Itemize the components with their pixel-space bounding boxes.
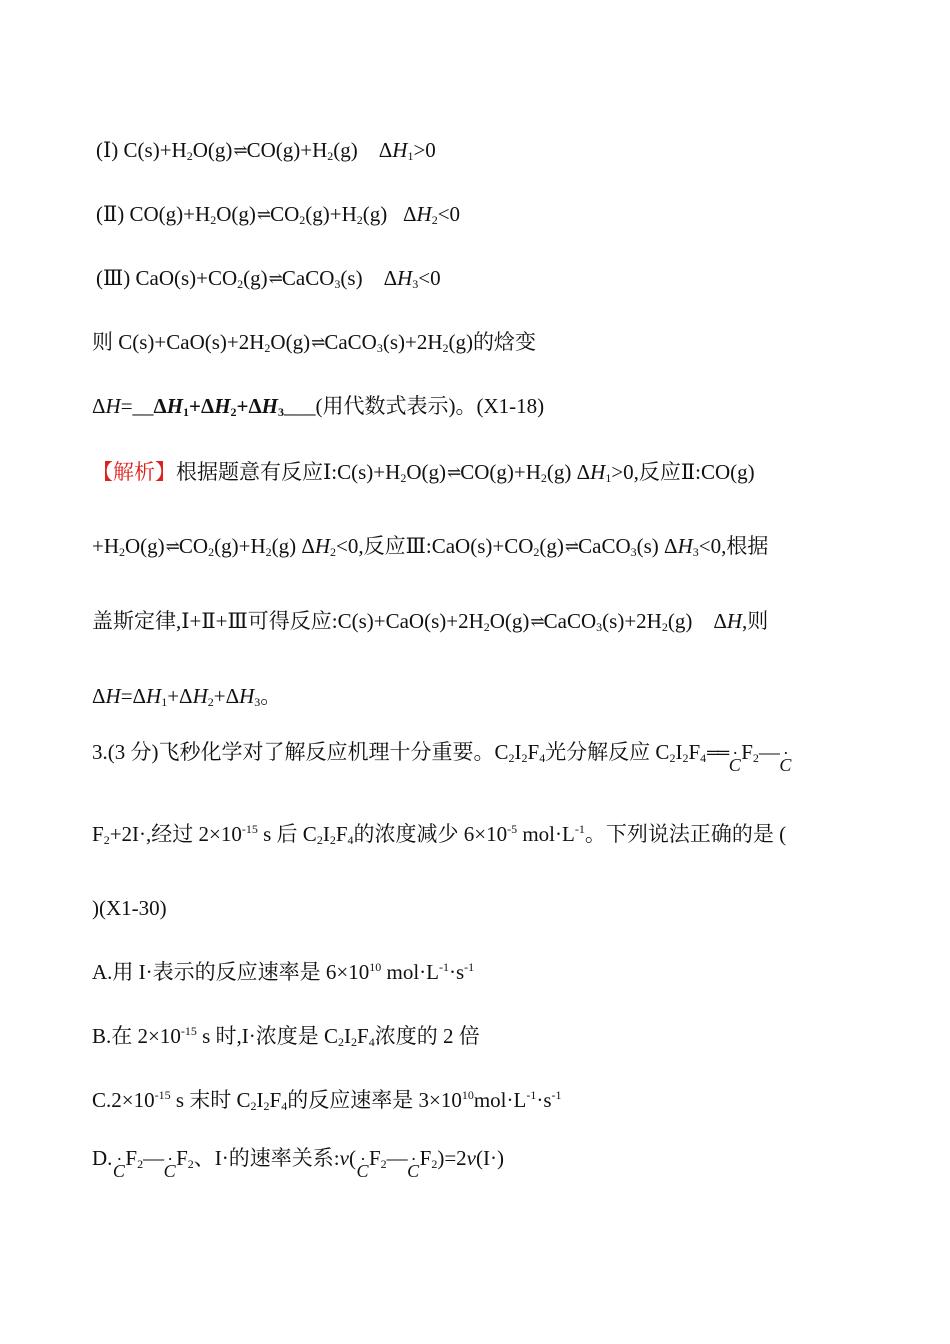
analysis-tag: 【解析】 bbox=[92, 460, 176, 484]
reaction-2: (Ⅱ) $CO(g)+H_2O(g)\rightleftharpoons CO_2(g)+H_2(g)$ $\Delta H_2<0$ bbox=[96, 202, 461, 227]
option-a[interactable]: A.用 I·表示的反应速率是 $6\times 10^{10}$ $mol\cdot L^{-1}\cdot s^{-1}$ bbox=[92, 960, 475, 984]
reaction-1: (Ⅰ) $C(s)+H_2O(g)\rightleftharpoons CO(g)+H_2(g)$ $\Delta H_1>0$ bbox=[96, 138, 436, 163]
analysis-line-4: $\Delta H=\Delta H_1+\Delta H_2+\Delta H_3$。 bbox=[92, 684, 282, 709]
question3-stem-line-3: )(X1-30) bbox=[92, 896, 167, 920]
question2-answer-line: $\Delta H=\_\_\Delta H_1+\Delta H_2+\Delta H_3\_\_\_$(用代数式表示)。(X1-18) bbox=[92, 394, 545, 419]
option-d[interactable]: $D.\cdot CF_2—\cdot CF_2$、I·的速率关系:v(· $CF_2—\cdot CF_2)=2v(I\cdot)$ bbox=[92, 1144, 504, 1185]
analysis-line-1: 【解析】根据题意有反应$Ⅰ:C(s)+H_2O(g)\rightleftharpoons CO(g)+H_2(g)$ $\Delta H_1>0$,反应Ⅱ:CO(g) bbox=[92, 460, 755, 485]
question2-prompt: 则 $C(s)+CaO(s)+2H_2O(g)\rightleftharpoons CaCO_3(s)+2H_2(g)$的焓变 bbox=[92, 330, 536, 355]
analysis-line-2: $+H_2O(g)\rightleftharpoons CO_2(g)+H_2(g)$ $\Delta H_2<0$,反应$Ⅲ:CaO(s)+CO_2(g)\rightleftharpoons CaCO_3(s)$ $\Delta H_3<0$,根据 bbox=[92, 534, 769, 559]
analysis-line-3: 盖斯定律,Ⅰ+Ⅱ+Ⅲ可得反应$:C(s)+CaO(s)+2H_2O(g)\rightleftharpoons CaCO_3(s)+2H_2(g)$ ΔH,则 bbox=[92, 609, 769, 634]
question3-stem-line-1: 3.(3 分)飞秒化学对了解反应机理十分重要。$C_2I_2F_4$光分解反应 $C_2I_2F_4══\cdot$ $CF_2—\cdot C$ bbox=[92, 738, 792, 779]
question3-stem-line-2: $F_2+2I\cdot$,经过 $2\times 10^{-15}$ s 后 $C_2I_2F_4$的浓度减少 $6\times 10^{-5}$ $mol\cdot L^{-1}$。下列说法正确的是 ( bbox=[92, 822, 787, 847]
option-c[interactable]: $C.2\times 10^{-15}$ s 末时 $C_2I_2F_4$的反应速率是 $3\times 10^{10}mol\cdot L^{-1}\cdot s^{-1}$ bbox=[92, 1088, 562, 1113]
reaction-3: (Ⅲ) $CaO(s)+CO_2(g)\rightleftharpoons CaCO_3(s)$ $\Delta H_3<0$ bbox=[96, 266, 441, 291]
option-b[interactable]: B.在 $2\times 10^{-15}$ s 时,I·浓度是 $C_2I_2F_4$浓度的 2 倍 bbox=[92, 1024, 480, 1049]
